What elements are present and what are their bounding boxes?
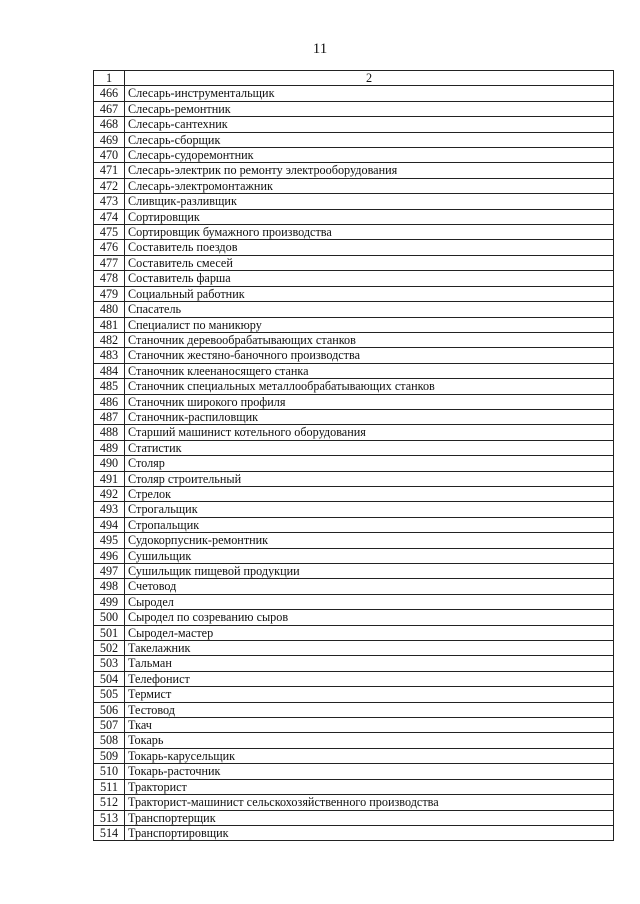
row-number: 493 <box>94 502 125 517</box>
row-number: 472 <box>94 178 125 193</box>
profession-name: Токарь <box>125 733 614 748</box>
table-row <box>94 409 614 424</box>
table-row <box>94 425 614 440</box>
row-number: 484 <box>94 363 125 378</box>
profession-name: Сушильщик <box>125 548 614 563</box>
row-number: 479 <box>94 286 125 301</box>
row-number: 481 <box>94 317 125 332</box>
profession-name: Станочник специальных металлообрабатывающих станков <box>125 379 614 394</box>
profession-name: Спасатель <box>125 302 614 317</box>
table-row <box>94 641 614 656</box>
profession-name: Специалист по маникюру <box>125 317 614 332</box>
profession-name: Транспортировщик <box>125 825 614 840</box>
profession-name: Слесарь-электрик по ремонту электрооборудования <box>125 163 614 178</box>
row-number: 489 <box>94 440 125 455</box>
profession-name: Телефонист <box>125 671 614 686</box>
table-row <box>94 394 614 409</box>
table-row <box>94 440 614 455</box>
table-row <box>94 795 614 810</box>
row-number: 468 <box>94 117 125 132</box>
table-row <box>94 240 614 255</box>
table-row <box>94 733 614 748</box>
row-number: 474 <box>94 209 125 224</box>
profession-name: Слесарь-инструментальщик <box>125 86 614 101</box>
table-row <box>94 517 614 532</box>
profession-name: Термист <box>125 687 614 702</box>
table-row <box>94 579 614 594</box>
row-number: 509 <box>94 748 125 763</box>
table-row <box>94 718 614 733</box>
profession-name: Такелажник <box>125 641 614 656</box>
row-number: 491 <box>94 471 125 486</box>
profession-name: Счетовод <box>125 579 614 594</box>
table-row <box>94 564 614 579</box>
row-number: 467 <box>94 101 125 116</box>
table-row <box>94 286 614 301</box>
row-number: 478 <box>94 271 125 286</box>
profession-name: Судокорпусник-ремонтник <box>125 533 614 548</box>
profession-name: Стрелок <box>125 486 614 501</box>
profession-name: Станочник деревообрабатывающих станков <box>125 332 614 347</box>
row-number: 487 <box>94 409 125 424</box>
row-number: 505 <box>94 687 125 702</box>
profession-name: Ткач <box>125 718 614 733</box>
profession-name: Тальман <box>125 656 614 671</box>
table-row <box>94 271 614 286</box>
profession-name: Станочник широкого профиля <box>125 394 614 409</box>
profession-name: Сыродел по созреванию сыров <box>125 610 614 625</box>
row-number: 507 <box>94 718 125 733</box>
profession-name: Тракторист-машинист сельскохозяйственного производства <box>125 795 614 810</box>
table-row <box>94 348 614 363</box>
row-number: 496 <box>94 548 125 563</box>
row-number: 494 <box>94 517 125 532</box>
table-row <box>94 86 614 101</box>
table-row <box>94 748 614 763</box>
row-number: 508 <box>94 733 125 748</box>
row-number: 510 <box>94 764 125 779</box>
profession-name: Слесарь-сантехник <box>125 117 614 132</box>
row-number: 499 <box>94 594 125 609</box>
profession-name: Слесарь-ремонтник <box>125 101 614 116</box>
row-number: 483 <box>94 348 125 363</box>
row-number: 490 <box>94 456 125 471</box>
row-number: 476 <box>94 240 125 255</box>
profession-name: Сыродел <box>125 594 614 609</box>
profession-name: Статистик <box>125 440 614 455</box>
table-row <box>94 379 614 394</box>
header-row <box>94 71 614 86</box>
profession-name: Слесарь-сборщик <box>125 132 614 147</box>
profession-name: Токарь-карусельщик <box>125 748 614 763</box>
table-row <box>94 764 614 779</box>
profession-name: Составитель поездов <box>125 240 614 255</box>
page-number: 11 <box>312 41 328 57</box>
row-number: 473 <box>94 194 125 209</box>
row-number: 513 <box>94 810 125 825</box>
table-row <box>94 594 614 609</box>
table-row <box>94 533 614 548</box>
table-row <box>94 610 614 625</box>
table-header <box>94 71 614 86</box>
table-row <box>94 687 614 702</box>
table-row <box>94 117 614 132</box>
profession-name: Строгальщик <box>125 502 614 517</box>
table-row <box>94 209 614 224</box>
table-row <box>94 825 614 840</box>
row-number: 495 <box>94 533 125 548</box>
row-number: 482 <box>94 332 125 347</box>
profession-name: Тестовод <box>125 702 614 717</box>
row-number: 503 <box>94 656 125 671</box>
row-number: 488 <box>94 425 125 440</box>
table-row <box>94 779 614 794</box>
table-row <box>94 456 614 471</box>
table-row <box>94 625 614 640</box>
table-row <box>94 363 614 378</box>
row-number: 504 <box>94 671 125 686</box>
profession-name: Сушильщик пищевой продукции <box>125 564 614 579</box>
profession-name: Столяр <box>125 456 614 471</box>
row-number: 511 <box>94 779 125 794</box>
row-number: 512 <box>94 795 125 810</box>
row-number: 485 <box>94 379 125 394</box>
table-row <box>94 810 614 825</box>
table-row <box>94 332 614 347</box>
table-row <box>94 163 614 178</box>
profession-name: Транспортерщик <box>125 810 614 825</box>
profession-name: Сортировщик бумажного производства <box>125 225 614 240</box>
row-number: 477 <box>94 255 125 270</box>
profession-name: Составитель смесей <box>125 255 614 270</box>
profession-name: Тракторист <box>125 779 614 794</box>
table-row <box>94 656 614 671</box>
table-body <box>94 86 614 841</box>
table-row <box>94 148 614 163</box>
table-row <box>94 178 614 193</box>
table-row <box>94 255 614 270</box>
profession-name: Станочник клеенаносящего станка <box>125 363 614 378</box>
table-row <box>94 548 614 563</box>
table-row <box>94 671 614 686</box>
profession-name: Станочник-распиловщик <box>125 409 614 424</box>
table-row <box>94 302 614 317</box>
row-number: 480 <box>94 302 125 317</box>
table-row <box>94 132 614 147</box>
table-row <box>94 502 614 517</box>
row-number: 501 <box>94 625 125 640</box>
row-number: 502 <box>94 641 125 656</box>
profession-name: Составитель фарша <box>125 271 614 286</box>
profession-name: Старший машинист котельного оборудования <box>125 425 614 440</box>
professions-table <box>93 70 614 841</box>
row-number: 498 <box>94 579 125 594</box>
row-number: 497 <box>94 564 125 579</box>
table-row <box>94 225 614 240</box>
row-number: 492 <box>94 486 125 501</box>
profession-name: Столяр строительный <box>125 471 614 486</box>
profession-name: Сливщик-разливщик <box>125 194 614 209</box>
profession-name: Сортировщик <box>125 209 614 224</box>
table-row <box>94 471 614 486</box>
table-row <box>94 486 614 501</box>
row-number: 469 <box>94 132 125 147</box>
row-number: 470 <box>94 148 125 163</box>
row-number: 500 <box>94 610 125 625</box>
row-number: 486 <box>94 394 125 409</box>
profession-name: Сыродел-мастер <box>125 625 614 640</box>
profession-name: Социальный работник <box>125 286 614 301</box>
row-number: 466 <box>94 86 125 101</box>
table-row <box>94 702 614 717</box>
column-header-number: 1 <box>94 71 125 86</box>
profession-name: Слесарь-судоремонтник <box>125 148 614 163</box>
column-header-name: 2 <box>125 71 614 86</box>
table-row <box>94 317 614 332</box>
row-number: 475 <box>94 225 125 240</box>
profession-name: Слесарь-электромонтажник <box>125 178 614 193</box>
table-row <box>94 101 614 116</box>
profession-name: Станочник жестяно-баночного производства <box>125 348 614 363</box>
row-number: 514 <box>94 825 125 840</box>
row-number: 506 <box>94 702 125 717</box>
profession-name: Токарь-расточник <box>125 764 614 779</box>
profession-name: Стропальщик <box>125 517 614 532</box>
table-row <box>94 194 614 209</box>
row-number: 471 <box>94 163 125 178</box>
